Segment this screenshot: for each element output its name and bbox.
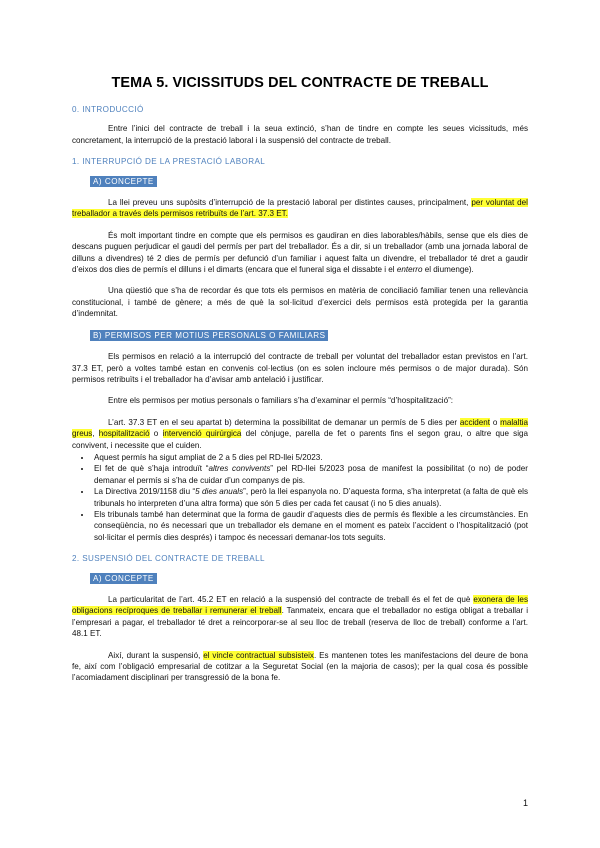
list-item: • Aquest permís ha sigut ampliat de 2 a 5 dies pel RD-llei 5/2023.	[92, 452, 528, 463]
subheading-label: B) PERMISOS PER MOTIUS PERSONALS O FAMILIARS	[90, 330, 328, 341]
list-item: • El fet de què s’haja introduït “altres convivents” pel RD-llei 5/2023 posa de manifest la possibilitat (o no) de poder demanar el permís si s’ha de cuidar d’un companys de pis.	[92, 463, 528, 486]
highlight: malaltia greus	[72, 417, 528, 439]
document-title: TEMA 5. VICISSITUDS DEL CONTRACTE DE TREBALL	[111, 75, 489, 91]
section-heading-introduccio: 0. INTRODUCCIÓ	[72, 105, 144, 114]
list-item: • Els tribunals també han determinat que la forma de gaudir d’aquests dies de permís és flexible a les circumstàncies. En conseqüència, no és necessari que un treballador els demane en el moment es pateix l’accident o l’hospitalització (pot sol·licitar el permís dies després) i tampoc és necessari demanar-los tots seguits.	[92, 509, 528, 543]
paragraph-intro: Entre l’inici del contracte de treball i la seua extinció, s’han de tindre en compte les seues vicissituds, més concretament, la interrupció de la prestació laboral i la suspensió del contracte de treball.	[72, 124, 528, 145]
page-number: 1	[522, 798, 528, 808]
section-heading-suspensio: 2. SUSPENSIÓ DEL CONTRACTE DE TREBALL	[72, 554, 265, 564]
subheading-concepte-1	[90, 176, 528, 187]
highlight: per voluntat del treballador a través dels permisos retribuïts de l’art. 37.3 ET.	[72, 198, 528, 219]
highlight: exonera de les obligacions recíproques de treballar i remunerar el treball	[72, 595, 528, 616]
bullet-list	[72, 452, 528, 543]
highlight: accident	[459, 417, 491, 427]
subheading-permisos	[90, 330, 528, 341]
section-heading-interrupcio: 1. INTERRUPCIÓ DE LA PRESTACIÓ LABORAL	[72, 157, 266, 167]
paragraph-5: Entre els permisos per motius personals o familiars s’ha d’examinar el permís “d’hospitalització”:	[108, 396, 454, 406]
highlight: hospitalització	[98, 429, 150, 439]
subheading-concepte-2	[90, 573, 528, 584]
paragraph-3: Una qüestió que s’ha de recordar és que tots els permisos en matèria de conciliació familiar tenen una rellevància constitucional, i també de gènere; a més de què la sol·licitud d’exercici dels permisos està protegida per la garantia d’indemnitat.	[72, 286, 528, 319]
highlight: intervenció quirúrgica	[162, 429, 242, 439]
subheading-label: A) CONCEPTE	[90, 176, 157, 187]
paragraph-2: És molt important tindre en compte que els permisos es gaudiran en dies laborables/hàbils, sense que els dies de descans puguen perjudicar el gaudi del permís per part del treballador. És a dir, si un treballador (amb una jornada laboral de dilluns a divendres) té 2 dies de permís per defunció d’un familiar i aquest falta un divendre, el treballador té dret a gaudir d’eixos dos dies de permís el dilluns i el dimarts (encara que el funeral siga el dissabte i el enterro el diumenge).	[72, 230, 528, 275]
paragraph-4: Els permisos en relació a la interrupció del contracte de treball per voluntat del treballador estan previstos en l’art. 37.3 ET, però a voltes també estan en convenis col·lectius (on es solen incloure més permisos o de major durada). Són permisos retribuïts i el treballador ha d’avisar amb antelació i justificar.	[72, 352, 528, 384]
subheading-label: A) CONCEPTE	[90, 573, 157, 584]
paragraph-6: L’art. 37.3 ET en el seu apartat b) determina la possibilitat de demanar un permís de 5 dies per accident o malaltia greus, hospitalització o intervenció quirúrgica del cònjuge, parella de fet o parents fins el segon grau, o altre que siga convivent, i necessite que el cuiden.	[72, 417, 529, 450]
paragraph-8: Així, durant la suspensió, el vincle contractual subsisteix. Es mantenen totes les manifestacions del deure de bona fe, així com l’obligació empresarial de cotitzar a la Seguretat Social (en la majoria de casos); per la qual cosa és possible l’acomiadament disciplinari per transgressió de la bona fe.	[72, 650, 528, 683]
paragraph-7: La particularitat de l’art. 45.2 ET en relació a la suspensió del contracte de treball és el fet de què exonera de les obligacions recíproques de treballar i remunerar el treball. Tanmateix, encara que el treballador no estiga obligat a treballar i l’empresari a pagar, el treballador té dret a reincorporar-se al seu lloc de treball (reserva de lloc de treball) conforme a l’art. 48.1 ET.	[72, 595, 528, 639]
paragraph-1: La llei preveu uns supòsits d’interrupció de la prestació laboral per distintes causes, principalment, per voluntat del treballador a través dels permisos retribuïts de l’art. 37.3 ET.	[72, 198, 528, 219]
highlight: el vincle contractual subsisteix	[203, 650, 314, 660]
list-item: • La Directiva 2019/1158 diu “5 dies anuals”, però la llei espanyola no. D’aquesta forma, s’ha interpretat (a falta de què els tribunals ho interpreten d’una altra forma) que són 5 dies per cada fet causat (i no 5 dies anuals).	[92, 486, 528, 509]
